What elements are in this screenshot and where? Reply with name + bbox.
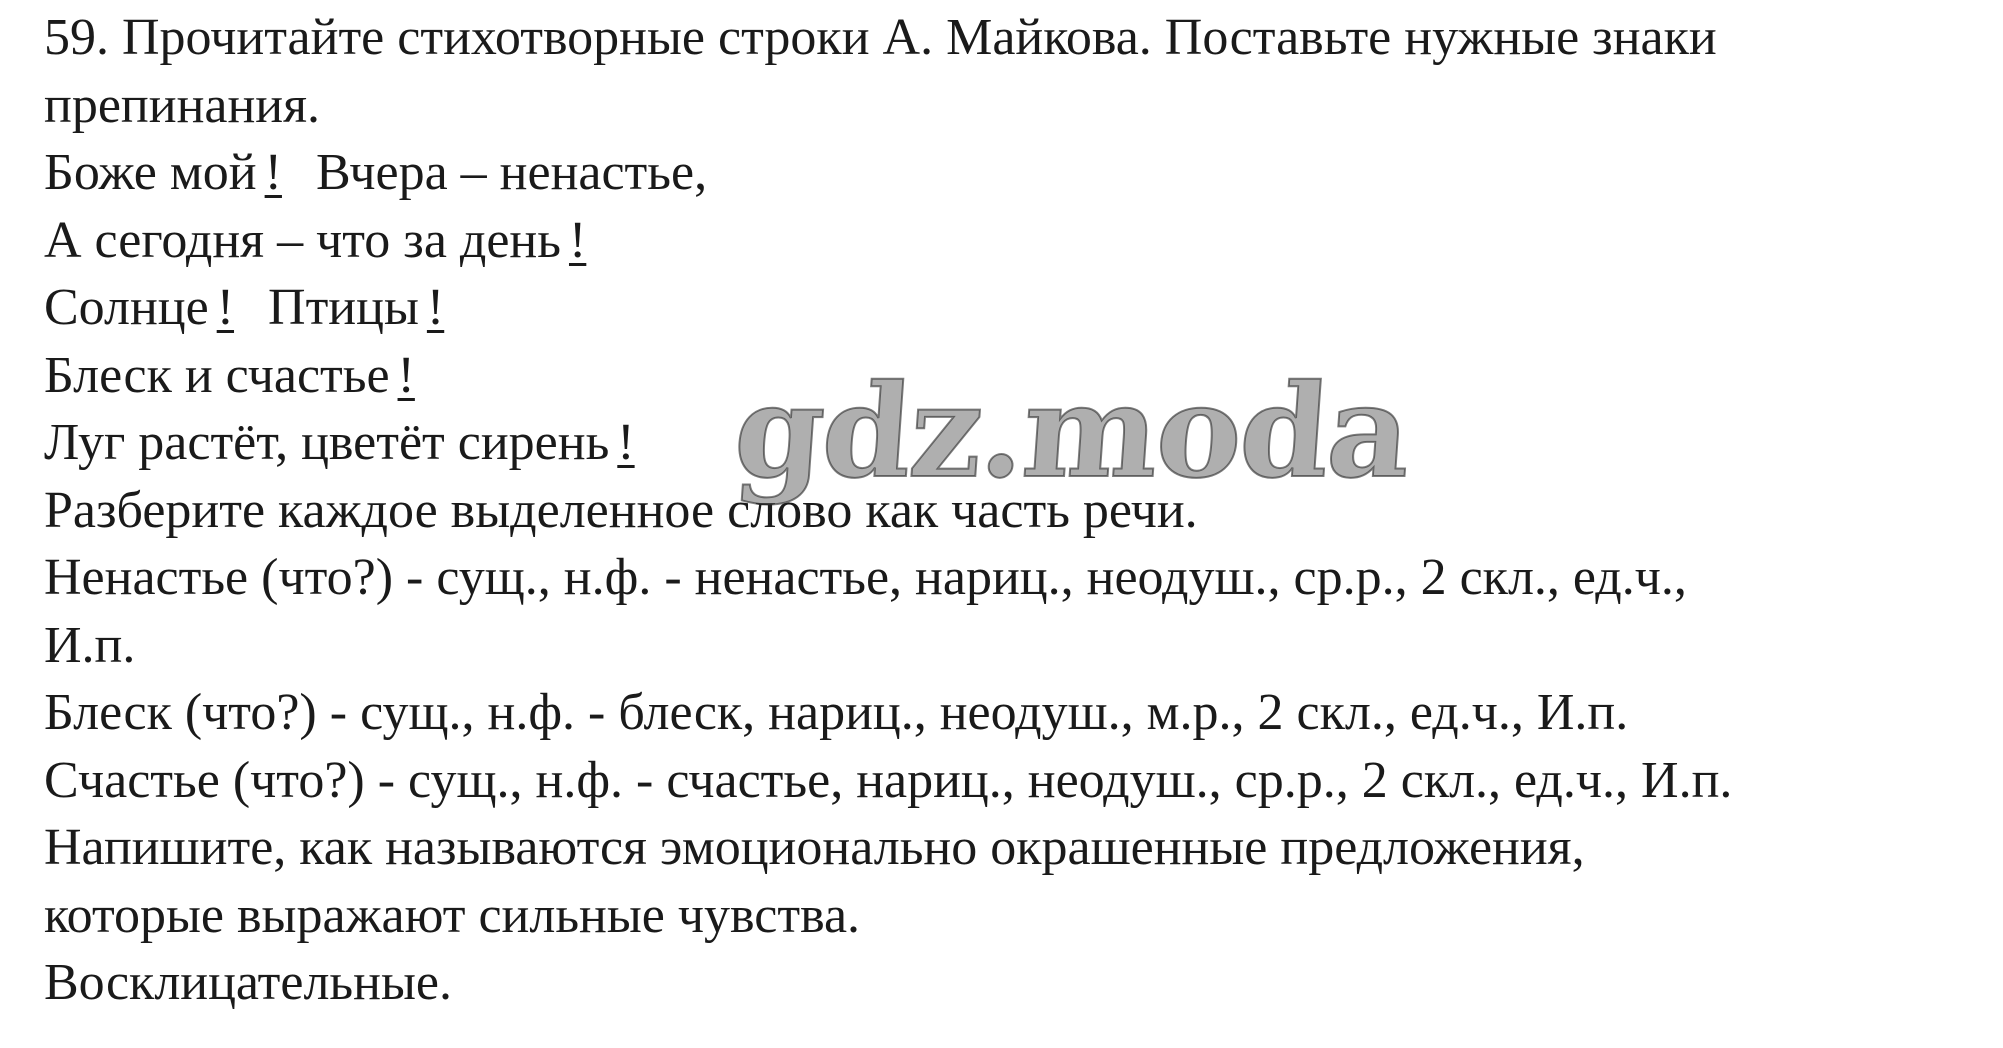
punctuation-blank: ! xyxy=(617,414,635,471)
poem-text: Луг растёт, цветёт сирень xyxy=(44,414,610,471)
task-line-1: 59. Прочитайте стихотворные строки А. Майкова. Поставьте нужные знаки xyxy=(44,9,1717,66)
question-line-1: Напишите, как называются эмоционально окрашенные предложения, xyxy=(44,819,1585,876)
watermark-logo: gdz.moda xyxy=(729,357,1414,507)
punctuation-blank: ! xyxy=(397,346,415,404)
punctuation-blank: ! xyxy=(264,144,282,201)
question-line-2: которые выражают сильные чувства. xyxy=(44,886,861,944)
analysis-word-1-line-1: Ненастье (что?) - сущ., н.ф. - ненастье, нариц., неодуш., ср.р., 2 скл., ед.ч., xyxy=(44,549,1687,606)
poem-text: Птицы xyxy=(268,279,419,336)
punctuation-blank: ! xyxy=(426,279,445,336)
task-line-2: препинания. xyxy=(44,76,321,134)
poem-line-1 xyxy=(44,139,1984,207)
poem-line-5 xyxy=(44,409,1984,477)
analysis-word-3: Счастье (что?) - сущ., н.ф. - счастье, нариц., неодуш., ср.р., 2 скл., ед.ч., И.п. xyxy=(44,751,1733,809)
poem-line-4 xyxy=(44,342,1984,410)
analysis-prompt: Разберите каждое выделенное слово как часть речи. xyxy=(44,481,1198,539)
poem-line-2 xyxy=(44,207,1984,275)
document-page xyxy=(44,4,1984,1017)
poem-line-3 xyxy=(44,274,1984,342)
question-answer: Восклицательные. xyxy=(44,954,452,1011)
punctuation-blank: ! xyxy=(216,279,235,336)
punctuation-blank: ! xyxy=(568,211,587,269)
poem-text: Вчера – ненастье, xyxy=(315,144,708,201)
poem-text: Боже мой xyxy=(44,144,257,201)
poem-text: А сегодня – что за день xyxy=(44,211,561,269)
poem-text: Блеск и счастье xyxy=(44,346,390,404)
poem-text: Солнце xyxy=(44,279,209,336)
analysis-word-1-line-2: И.п. xyxy=(44,616,136,674)
analysis-word-2: Блеск (что?) - сущ., н.ф. - блеск, нариц., неодуш., м.р., 2 скл., ед.ч., И.п. xyxy=(44,684,1629,741)
